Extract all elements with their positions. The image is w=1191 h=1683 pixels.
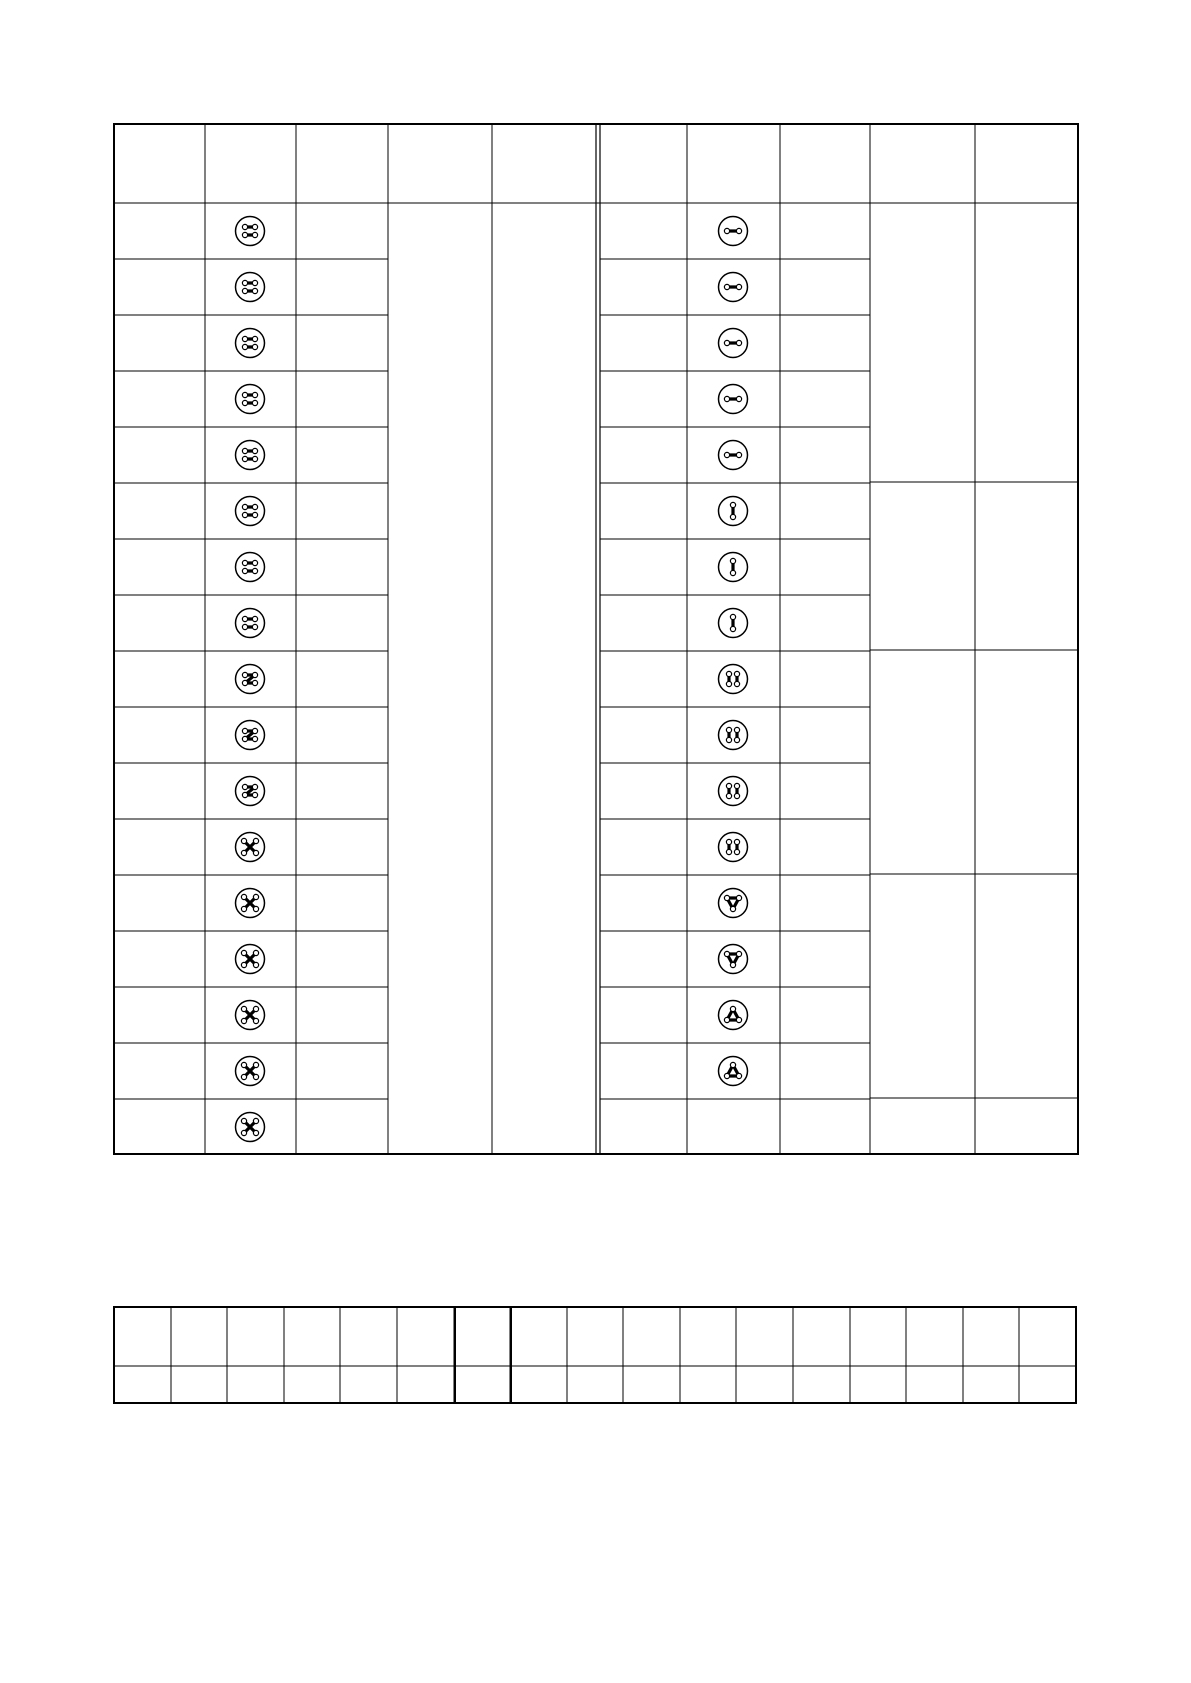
button-single-vertical-stitch-icon [717, 495, 749, 527]
button-two-parallel-horizontal-stitches-icon [234, 551, 266, 583]
button-triangle-stitch-down-icon [717, 887, 749, 919]
button-two-parallel-horizontal-stitches-icon [234, 495, 266, 527]
button-two-parallel-vertical-stitches-icon [717, 831, 749, 863]
button-cross-stitch-icon [234, 887, 266, 919]
button-cross-stitch-icon [234, 1055, 266, 1087]
button-two-parallel-horizontal-stitches-icon [234, 607, 266, 639]
button-single-horizontal-stitch-icon [717, 439, 749, 471]
button-single-vertical-stitch-icon [717, 607, 749, 639]
button-single-horizontal-stitch-icon [717, 383, 749, 415]
button-two-parallel-vertical-stitches-icon [717, 719, 749, 751]
button-two-parallel-vertical-stitches-icon [717, 775, 749, 807]
button-two-parallel-horizontal-stitches-icon [234, 271, 266, 303]
button-two-parallel-horizontal-stitches-icon [234, 439, 266, 471]
button-z-stitch-icon [234, 719, 266, 751]
button-two-parallel-horizontal-stitches-icon [234, 383, 266, 415]
button-z-stitch-icon [234, 663, 266, 695]
button-triangle-stitch-down-icon [717, 943, 749, 975]
button-triangle-stitch-up-icon [717, 1055, 749, 1087]
empty-cell [717, 1111, 749, 1143]
button-two-parallel-horizontal-stitches-icon [234, 215, 266, 247]
button-two-parallel-vertical-stitches-icon [717, 663, 749, 695]
button-triangle-stitch-up-icon [717, 999, 749, 1031]
button-single-vertical-stitch-icon [717, 551, 749, 583]
button-z-stitch-icon [234, 775, 266, 807]
button-single-horizontal-stitch-icon [717, 327, 749, 359]
button-cross-stitch-icon [234, 999, 266, 1031]
button-cross-stitch-icon [234, 1111, 266, 1143]
button-cross-stitch-icon [234, 831, 266, 863]
button-single-horizontal-stitch-icon [717, 271, 749, 303]
button-single-horizontal-stitch-icon [717, 215, 749, 247]
button-cross-stitch-icon [234, 943, 266, 975]
button-two-parallel-horizontal-stitches-icon [234, 327, 266, 359]
